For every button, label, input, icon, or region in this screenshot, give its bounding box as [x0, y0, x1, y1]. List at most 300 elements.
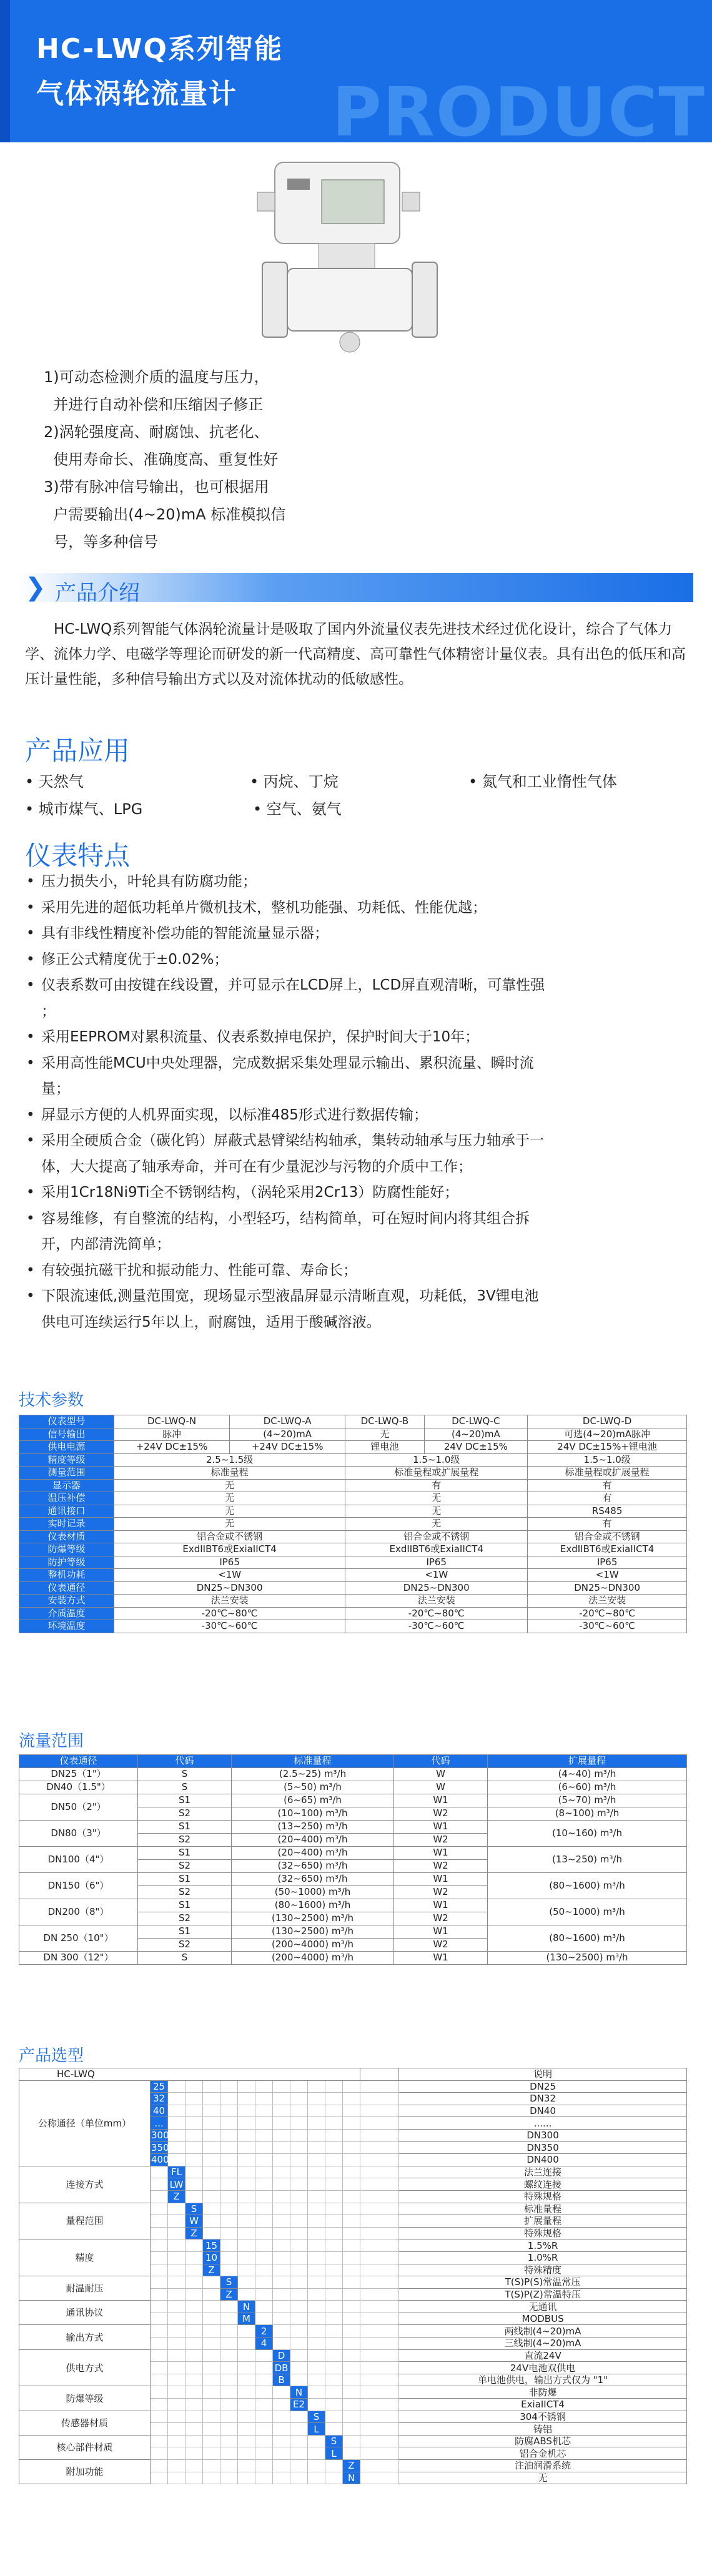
empty-cell [308, 2117, 325, 2130]
selection-code-cell: 2 [255, 2325, 273, 2338]
spec-label: 整机功耗 [19, 1569, 114, 1582]
spacer-cell [360, 2338, 399, 2350]
feature-line: 使用寿命长、准确度高、重复性好 [44, 451, 279, 468]
empty-cell [308, 2166, 325, 2178]
spacer-cell [360, 2435, 399, 2447]
empty-cell [308, 2338, 325, 2350]
empty-cell [220, 2178, 238, 2191]
empty-cell [273, 2227, 290, 2239]
empty-cell [255, 2264, 273, 2276]
empty-cell [151, 2460, 168, 2472]
selection-desc-cell: 单电池供电，输出方式仅为 "1" [399, 2374, 687, 2386]
selection-desc-cell: 扩展量程 [399, 2215, 687, 2228]
spacer-cell [360, 2362, 399, 2374]
table-row [19, 1794, 687, 1807]
empty-cell [238, 2288, 255, 2301]
flow-ext-range-cell: (80~1600) m³/h [488, 1872, 687, 1899]
flow-code-cell: S [138, 1951, 232, 1964]
table-row [19, 2349, 687, 2362]
empty-cell [273, 2239, 290, 2252]
empty-cell [220, 2264, 238, 2276]
empty-cell [290, 2313, 308, 2325]
empty-cell [273, 2447, 290, 2460]
selection-code-cell: FL [168, 2166, 185, 2178]
flow-dn-cell: DN80（3"） [19, 1820, 138, 1846]
table-row [19, 1467, 687, 1480]
table-row [19, 1492, 687, 1505]
page-title-line1: HC-LWQ系列智能 [36, 33, 283, 65]
empty-cell [255, 2411, 273, 2423]
empty-cell [255, 2399, 273, 2411]
spec-cell: 法兰安装 [114, 1595, 345, 1608]
selection-code-cell: B [273, 2374, 290, 2386]
empty-cell [273, 2117, 290, 2130]
empty-cell [203, 2190, 220, 2203]
empty-cell [325, 2362, 343, 2374]
spec-cell: -30℃~60℃ [345, 1620, 528, 1633]
flow-code-cell: S [138, 1781, 232, 1794]
selection-desc-cell: DN32 [399, 2093, 687, 2105]
empty-cell [273, 2105, 290, 2117]
flow-code-cell: S2 [138, 1807, 232, 1820]
flow-range-cell: (130~2500) m³/h [232, 1912, 394, 1925]
table-row [19, 1620, 687, 1633]
empty-cell [220, 2374, 238, 2386]
table-row [19, 1846, 687, 1859]
empty-cell [185, 2386, 203, 2399]
chevron-right-icon: ❯ [25, 573, 46, 602]
selection-desc-cell: 非防爆 [399, 2386, 687, 2399]
empty-cell [273, 2301, 290, 2313]
spec-label: 温压补偿 [19, 1492, 114, 1505]
page-title-line2: 气体涡轮流量计 [36, 78, 237, 110]
spacer-cell [360, 2154, 399, 2166]
applications-heading: 产品应用 [25, 735, 131, 766]
selection-code-cell: N [290, 2386, 308, 2399]
empty-cell [151, 2338, 168, 2350]
table-header-row [19, 2068, 687, 2081]
empty-cell [290, 2203, 308, 2215]
empty-cell [290, 2374, 308, 2386]
selection-group-label: 附加功能 [19, 2460, 151, 2484]
spec-cell: IP65 [528, 1556, 687, 1569]
empty-cell [238, 2105, 255, 2117]
selection-code-cell: Z [220, 2288, 238, 2301]
empty-cell [220, 2325, 238, 2338]
empty-cell [238, 2276, 255, 2289]
empty-cell [290, 2093, 308, 2105]
empty-cell [220, 2093, 238, 2105]
empty-cell [343, 2251, 360, 2264]
empty-cell [308, 2129, 325, 2141]
empty-cell [308, 2080, 325, 2093]
empty-cell [185, 2129, 203, 2141]
empty-cell [185, 2166, 203, 2178]
empty-cell [168, 2423, 185, 2436]
flow-ext-range-cell: (6~60) m³/h [488, 1781, 687, 1794]
spec-cell: 有 [528, 1518, 687, 1531]
spec-cell: ExdIIBT6或ExiaIICT4 [114, 1543, 345, 1556]
empty-cell [203, 2399, 220, 2411]
flow-ext-range-cell: (4~40) m³/h [488, 1767, 687, 1781]
empty-cell [238, 2362, 255, 2374]
empty-cell [273, 2411, 290, 2423]
selection-code-cell: 300 [151, 2130, 169, 2141]
empty-cell [343, 2386, 360, 2399]
empty-cell [273, 2129, 290, 2141]
spec-cell: 无 [345, 1492, 528, 1505]
empty-cell [343, 2080, 360, 2093]
empty-cell [185, 2472, 203, 2484]
empty-cell [325, 2423, 343, 2436]
table-row [19, 1951, 687, 1964]
feature-line: 1)可动态检测介质的温度与压力， [44, 368, 269, 386]
spec-cell: 标准量程或扩展量程 [345, 1467, 528, 1480]
section-title-intro: 产品介绍 [55, 581, 140, 606]
empty-cell [151, 2435, 168, 2447]
empty-cell [273, 2141, 290, 2154]
empty-cell [343, 2105, 360, 2117]
flow-dn-cell: DN50（2"） [19, 1794, 138, 1820]
spec-cell: 无 [345, 1505, 528, 1518]
empty-cell [290, 2215, 308, 2228]
spacer-cell [360, 2203, 399, 2215]
empty-cell [255, 2313, 273, 2325]
empty-cell [168, 2141, 185, 2154]
empty-cell [168, 2349, 185, 2362]
selection-code-cell: LW [168, 2178, 185, 2191]
flow-code-cell: S2 [138, 1885, 232, 1899]
empty-cell [238, 2251, 255, 2264]
flow-code-cell: S2 [138, 1912, 232, 1925]
empty-cell [255, 2190, 273, 2203]
empty-cell [325, 2239, 343, 2252]
empty-cell [168, 2386, 185, 2399]
empty-cell [273, 2178, 290, 2191]
empty-cell [185, 2117, 203, 2130]
header-banner [0, 0, 712, 152]
spec-cell: 脉冲 [114, 1428, 230, 1441]
selection-code-cell: M [238, 2313, 255, 2325]
empty-cell [325, 2276, 343, 2289]
selection-desc-cell: ...... [399, 2117, 687, 2130]
empty-cell [151, 2288, 168, 2301]
selection-desc-cell: T(S)P(Z)常温特压 [399, 2288, 687, 2301]
table-header-row [19, 1755, 687, 1768]
table-row [19, 1543, 687, 1556]
spec-cell: 1.5~1.0级 [528, 1453, 687, 1467]
empty-cell [220, 2141, 238, 2154]
empty-cell [325, 2386, 343, 2399]
empty-cell [203, 2472, 220, 2484]
spec-cell: 24V DC±15%+锂电池 [528, 1441, 687, 1454]
column-header: 扩展量程 [488, 1755, 687, 1768]
selection-desc-cell: 无 [399, 2472, 687, 2484]
empty-cell [325, 2154, 343, 2166]
selection-code-cell: Z [185, 2227, 203, 2239]
advantage-item: • 有较强抗磁干扰和振动能力、性能可靠、寿命长； [25, 1258, 687, 1284]
advantages-list [25, 869, 687, 1335]
empty-cell [343, 2362, 360, 2374]
empty-cell [185, 2093, 203, 2105]
empty-cell [325, 2264, 343, 2276]
spacer-cell [360, 2325, 399, 2338]
flow-ext-range-cell: (13~250) m³/h [488, 1846, 687, 1872]
empty-cell [220, 2447, 238, 2460]
spec-cell: ExdIIBT6或ExiaIICT4 [528, 1543, 687, 1556]
spec-label: 信号输出 [19, 1428, 114, 1441]
flow-range-cell: (200~4000) m³/h [232, 1938, 394, 1951]
empty-cell [255, 2447, 273, 2460]
empty-cell [273, 2251, 290, 2264]
table-row [19, 2301, 687, 2313]
selection-code-cell: D [273, 2349, 290, 2362]
selection-desc-cell: 两线制(4~20)mA [399, 2325, 687, 2338]
empty-cell [185, 2349, 203, 2362]
empty-cell [203, 2141, 220, 2154]
application-item: • 空气、氨气 [253, 800, 342, 818]
spec-cell: 可选(4~20)mA脉冲 [528, 1428, 687, 1441]
empty-cell [255, 2203, 273, 2215]
selection-desc-cell: 304不锈钢 [399, 2411, 687, 2423]
spec-cell: 无 [114, 1505, 345, 1518]
empty-cell [343, 2399, 360, 2411]
empty-cell [168, 2264, 185, 2276]
empty-cell [238, 2374, 255, 2386]
empty-cell [325, 2472, 343, 2484]
advantage-item: • 下限流速低,测量范围宽，现场显示型液晶屏显示清晰直观，功耗低，3V锂电池 [25, 1284, 687, 1310]
table-row [19, 2386, 687, 2399]
empty-cell [168, 2251, 185, 2264]
empty-cell [308, 2215, 325, 2228]
spec-label: 防爆等级 [19, 1543, 114, 1556]
flow-range-cell: (20~400) m³/h [232, 1833, 394, 1846]
table-row [19, 1479, 687, 1492]
selection-code-cell: S [185, 2203, 203, 2215]
advantage-item: • 采用先进的超低功耗单片微机技术，整机功能强、功耗低、性能优越； [25, 895, 687, 922]
empty-cell [255, 2362, 273, 2374]
table-row [19, 1428, 687, 1441]
empty-cell [185, 2080, 203, 2093]
empty-cell [255, 2227, 273, 2239]
table-row [19, 1581, 687, 1595]
empty-cell [273, 2154, 290, 2166]
spacer-cell [360, 2399, 399, 2411]
empty-cell [203, 2203, 220, 2215]
empty-cell [168, 2105, 185, 2117]
feature-line: 号，等多种信号 [44, 533, 159, 551]
selection-desc-cell: 注油润滑系统 [399, 2460, 687, 2472]
empty-cell [203, 2080, 220, 2093]
empty-cell [203, 2313, 220, 2325]
empty-cell [255, 2154, 273, 2166]
spacer-cell [360, 2141, 399, 2154]
empty-cell [151, 2227, 168, 2239]
selection-code-cell: 40 [151, 2105, 168, 2117]
spec-cell: ExdIIBT6或ExiaIICT4 [345, 1543, 528, 1556]
spacer-cell [360, 2460, 399, 2472]
empty-cell [203, 2178, 220, 2191]
empty-cell [185, 2239, 203, 2252]
empty-cell [325, 2215, 343, 2228]
spec-cell: 铝合金或不锈钢 [345, 1530, 528, 1543]
column-header: 仪表通径 [19, 1755, 138, 1768]
spec-label: 环境温度 [19, 1620, 114, 1633]
empty-cell [343, 2276, 360, 2289]
flow-range-cell: (5~50) m³/h [232, 1781, 394, 1794]
flow-code-cell: W1 [394, 1872, 488, 1885]
spec-cell: -20℃~80℃ [114, 1607, 345, 1620]
empty-cell [238, 2411, 255, 2423]
empty-cell [273, 2080, 290, 2093]
selection-code-cell: Z [343, 2460, 360, 2472]
spec-label: 通讯接口 [19, 1505, 114, 1518]
empty-cell [238, 2129, 255, 2141]
empty-cell [151, 2215, 168, 2228]
empty-cell [220, 2386, 238, 2399]
empty-cell [255, 2374, 273, 2386]
empty-cell [220, 2349, 238, 2362]
spacer-cell [360, 2117, 399, 2130]
empty-cell [151, 2264, 168, 2276]
intro-paragraph: HC-LWQ系列智能气体涡轮流量计是吸取了国内外流量仪表先进技术经过优化设计，综合了气体力学、流体力学、电磁学等理论而研发的新一代高精度、高可靠性气体精密计量仪表。具有出色的低压和高压计量性能，多种信号输出方式以及对流体扰动的低敏感性。 [25, 621, 686, 687]
selection-desc-cell: 三线制(4~20)mA [399, 2338, 687, 2350]
empty-cell [168, 2435, 185, 2447]
spec-cell: 24V DC±15% [424, 1441, 528, 1454]
empty-cell [343, 2349, 360, 2362]
spec-cell: 有 [528, 1479, 687, 1492]
empty-cell [325, 2460, 343, 2472]
empty-cell [238, 2080, 255, 2093]
empty-cell [273, 2423, 290, 2436]
spec-cell: 法兰安装 [345, 1595, 528, 1608]
empty-cell [290, 2080, 308, 2093]
table-row [19, 1820, 687, 1833]
selection-desc-cell: 直流24V [399, 2349, 687, 2362]
empty-cell [220, 2129, 238, 2141]
empty-cell [343, 2215, 360, 2228]
table-row [19, 2166, 687, 2178]
selection-desc-cell: 1.0%R [399, 2251, 687, 2264]
table-row [19, 2460, 687, 2472]
application-item: • 丙烷、丁烷 [250, 773, 339, 790]
empty-cell [343, 2154, 360, 2166]
empty-cell [203, 2460, 220, 2472]
empty-cell [343, 2239, 360, 2252]
empty-cell [273, 2276, 290, 2289]
empty-cell [238, 2264, 255, 2276]
table-row [19, 2435, 687, 2447]
advantage-item: • 屏显示方便的人机界面实现，以标准485形式进行数据传输； [25, 1103, 687, 1129]
flow-range-cell: (200~4000) m³/h [232, 1951, 394, 1964]
empty-cell [308, 2239, 325, 2252]
selection-desc-cell: 防腐ABS机芯 [399, 2435, 687, 2447]
empty-cell [168, 2203, 185, 2215]
selection-group-label: 传感器材质 [19, 2411, 151, 2435]
empty-cell [325, 2325, 343, 2338]
empty-cell [238, 2325, 255, 2338]
empty-cell [203, 2435, 220, 2447]
spacer-cell [360, 2386, 399, 2399]
spec-cell: -20℃~80℃ [345, 1607, 528, 1620]
empty-cell [220, 2227, 238, 2239]
empty-cell [308, 2288, 325, 2301]
flow-code-cell: W2 [394, 1885, 488, 1899]
empty-cell [185, 2251, 203, 2264]
empty-cell [238, 2447, 255, 2460]
empty-cell [308, 2190, 325, 2203]
empty-cell [238, 2399, 255, 2411]
applications-list [25, 768, 687, 823]
selection-group-label: 精度 [19, 2239, 151, 2276]
advantage-item: • 仪表系数可由按键在线设置，并可显示在LCD屏上，LCD屏直观清晰，可靠性强 [25, 973, 687, 999]
empty-cell [325, 2105, 343, 2117]
empty-cell [308, 2362, 325, 2374]
empty-cell [273, 2386, 290, 2399]
empty-cell [325, 2190, 343, 2203]
empty-cell [203, 2129, 220, 2141]
spec-cell: DN25~DN300 [528, 1581, 687, 1595]
empty-cell [168, 2362, 185, 2374]
empty-cell [273, 2338, 290, 2350]
spacer-cell [360, 2227, 399, 2239]
selection-desc-cell: 铸铝 [399, 2423, 687, 2436]
empty-cell [185, 2411, 203, 2423]
empty-cell [168, 2093, 185, 2105]
advantage-item: • 具有非线性精度补偿功能的智能流量显示器； [25, 921, 687, 947]
spec-cell: DC-LWQ-A [230, 1415, 345, 1428]
spec-heading: 技术参数 [19, 1391, 84, 1410]
selection-code-cell: Z [203, 2264, 220, 2276]
spec-label: 供电电源 [19, 1441, 114, 1454]
empty-cell [308, 2325, 325, 2338]
empty-cell [220, 2117, 238, 2130]
spacer-cell [360, 2276, 399, 2289]
empty-cell [168, 2239, 185, 2252]
flow-code-cell: W2 [394, 1807, 488, 1820]
flow-code-cell: S2 [138, 1938, 232, 1951]
banner-accent [0, 0, 10, 142]
table-row [19, 1607, 687, 1620]
empty-cell [308, 2227, 325, 2239]
flow-ext-range-cell: (8~100) m³/h [488, 1807, 687, 1820]
empty-cell [238, 2215, 255, 2228]
empty-cell [325, 2338, 343, 2350]
empty-cell [220, 2239, 238, 2252]
empty-cell [343, 2178, 360, 2191]
flow-code-cell: W1 [394, 1846, 488, 1859]
spec-cell: +24V DC±15% [114, 1441, 230, 1454]
empty-cell [290, 2301, 308, 2313]
spec-cell: <1W [345, 1569, 528, 1582]
empty-cell [203, 2374, 220, 2386]
empty-cell [325, 2141, 343, 2154]
empty-cell [255, 2117, 273, 2130]
empty-cell [185, 2374, 203, 2386]
empty-cell [255, 2435, 273, 2447]
empty-cell [343, 2203, 360, 2215]
empty-cell [151, 2203, 168, 2215]
advantage-item: • 容易维修，有自整流的结构，小型轻巧，结构简单，可在短时间内将其组合拆 [25, 1206, 687, 1232]
spec-cell: DN25~DN300 [114, 1581, 345, 1595]
empty-cell [308, 2435, 325, 2447]
table-row [19, 2276, 687, 2289]
flow-dn-cell: DN25（1"） [19, 1767, 138, 1781]
empty-cell [308, 2460, 325, 2472]
empty-cell [255, 2080, 273, 2093]
empty-cell [290, 2472, 308, 2484]
empty-cell [255, 2105, 273, 2117]
